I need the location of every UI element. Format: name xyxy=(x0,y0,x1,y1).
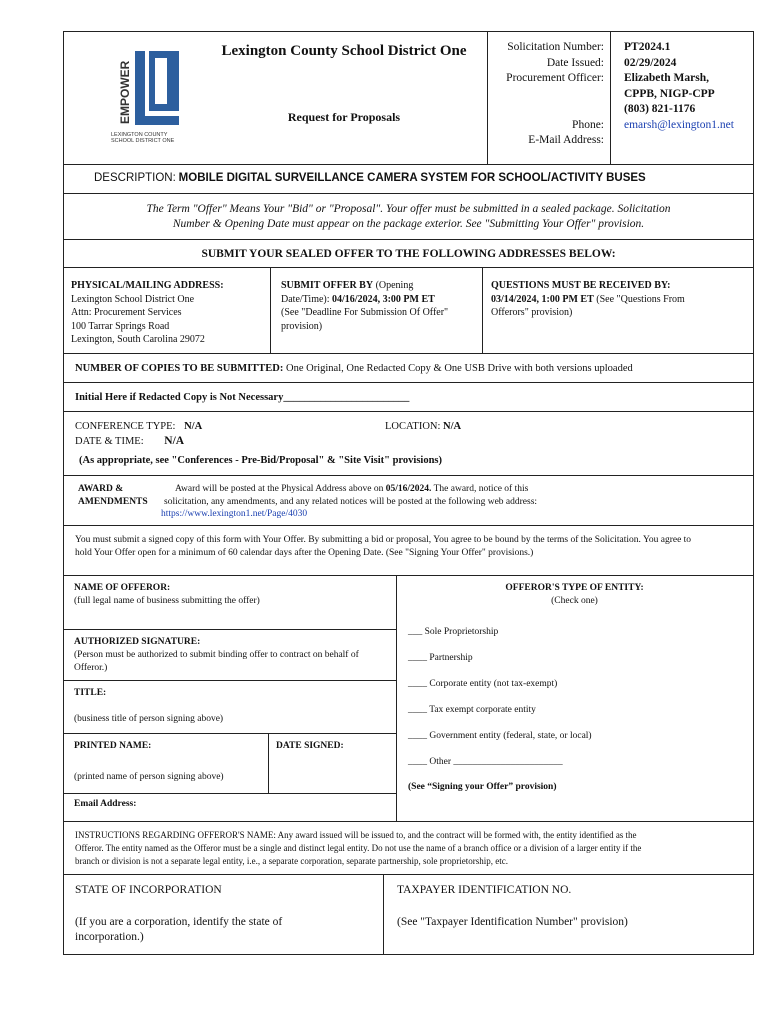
conference-type xyxy=(75,421,202,432)
offeror-name-instructions xyxy=(75,829,750,868)
submit-by-note: (See "Deadline For Submission Of Offer" xyxy=(281,307,449,318)
datetime-label: DATE & TIME: xyxy=(75,436,144,447)
mailing-heading: PHYSICAL/MAILING ADDRESS: xyxy=(71,280,224,291)
questions-note: (See "Questions From xyxy=(593,293,685,305)
entity-note: (See “Signing your Offer” provision) xyxy=(408,782,557,792)
entity-heading-label: OFFEROR'S TYPE OF ENTITY: xyxy=(505,583,644,593)
date-signed-field[interactable]: DATE SIGNED: xyxy=(276,741,344,751)
entity-option-sole[interactable]: ___ Sole Proprietorship xyxy=(408,627,499,637)
submit-by-note-2: provision) xyxy=(281,320,323,332)
description-value: MOBILE DIGITAL SURVEILLANCE CAMERA SYSTEM FOR SCHOOL/ACTIVITY BUSES xyxy=(178,172,646,184)
district-logo xyxy=(109,46,189,146)
submit-by-date-label: Date/Time): xyxy=(281,293,333,305)
district-name: Lexington County School District One xyxy=(221,43,467,59)
submit-offer-by xyxy=(281,279,481,333)
sign-note xyxy=(75,534,750,560)
phone-number: (803) 821-1176 xyxy=(624,103,696,115)
state-hint-1: (If you are a corporation, identify the state of xyxy=(75,916,283,928)
offer-note-line-2: Number & Opening Date must appear on the package exterior. See "Submitting Your Offer" provision. xyxy=(172,218,645,230)
state-of-incorporation-field[interactable] xyxy=(75,883,375,951)
award-line-1a: Award will be posted at the Physical Address above on xyxy=(175,484,386,494)
state-hint-2: incorporation.) xyxy=(75,931,144,943)
copies-value: One Original, One Redacted Copy & One USB Drive with both versions uploaded xyxy=(283,363,633,374)
conference-type-value: N/A xyxy=(184,421,203,432)
conference-type-label: CONFERENCE TYPE: xyxy=(75,421,176,432)
offeror-name-field[interactable] xyxy=(74,582,394,608)
conference-note: (As appropriate, see "Conferences - Pre-Bid/Proposal" & "Site Visit" provisions) xyxy=(79,455,442,466)
location-label: LOCATION: xyxy=(385,421,441,432)
officer-credentials: CPPB, NIGP-CPP xyxy=(624,87,715,100)
mailing-line-1: Lexington School District One xyxy=(71,293,195,305)
entity-sub: (Check one) xyxy=(551,596,598,606)
entity-option-corporate[interactable]: ____ Corporate entity (not tax-exempt) xyxy=(408,679,558,689)
doc-type: Request for Proposals xyxy=(287,110,401,124)
email-label: E-Mail Address: xyxy=(528,134,604,146)
entity-heading xyxy=(396,582,753,608)
state-label: STATE OF INCORPORATION xyxy=(75,884,222,896)
title-field[interactable] xyxy=(74,688,394,732)
award-label-1: AWARD & xyxy=(78,484,124,494)
title-label: TITLE: xyxy=(74,688,107,698)
award-url-link[interactable]: https://www.lexington1.net/Page/4030 xyxy=(161,509,308,519)
copies-row xyxy=(75,363,755,374)
officer-email-link[interactable]: emarsh@lexington1.net xyxy=(624,118,734,131)
mailing-line-3: 100 Tarrar Springs Road xyxy=(71,320,170,332)
offeror-name-hint: (full legal name of business submitting the offer) xyxy=(74,596,260,606)
questions-note-2: Offerors" provision) xyxy=(491,307,573,318)
description-row xyxy=(94,172,754,184)
svg-text:SCHOOL DISTRICT ONE: SCHOOL DISTRICT ONE xyxy=(111,138,175,144)
email-address-field[interactable]: Email Address: xyxy=(74,799,137,809)
date-issued-label: Date Issued: xyxy=(546,56,604,69)
copies-label: NUMBER OF COPIES TO BE SUBMITTED: xyxy=(75,363,284,374)
mailing-address xyxy=(71,279,267,347)
solicitation-label: Solicitation Number: xyxy=(507,41,604,53)
printed-name-hint: (printed name of person signing above) xyxy=(74,772,224,782)
header-labels xyxy=(487,40,604,149)
datetime-value: N/A xyxy=(164,435,185,447)
award-text xyxy=(161,483,751,521)
award-label xyxy=(78,483,148,508)
conference-datetime xyxy=(75,435,184,447)
submit-by-heading-tail: (Opening xyxy=(373,280,414,291)
conference-location xyxy=(385,421,461,432)
award-date: 05/16/2024. xyxy=(385,484,432,494)
printed-name-label: PRINTED NAME: xyxy=(74,741,152,751)
authorized-signature-field[interactable] xyxy=(74,636,394,675)
sign-note-line-1: You must submit a signed copy of this form with Your Offer. By submitting a bid or proposal, You agree to be bound by the terms of the Solicitation. You agree to xyxy=(75,535,692,545)
taxpayer-hint: (See "Taxpayer Identification Number" provision) xyxy=(397,916,628,928)
entity-option-tax-exempt[interactable]: ____ Tax exempt corporate entity xyxy=(408,705,536,715)
initial-here: Initial Here if Redacted Copy is Not Necessary________________________ xyxy=(75,392,410,403)
date-issued: 02/29/2024 xyxy=(624,56,677,69)
submit-by-heading: SUBMIT OFFER BY xyxy=(281,280,374,291)
solicitation-number: PT2024.1 xyxy=(624,41,671,53)
header-values xyxy=(624,40,754,133)
submit-heading: SUBMIT YOUR SEALED OFFER TO THE FOLLOWING ADDRESSES BELOW: xyxy=(201,248,616,260)
award-line-2: solicitation, any amendments, and any related notices will be posted at the following web address: xyxy=(164,496,538,507)
signature-hint-2: Offeror.) xyxy=(74,663,108,673)
title-hint: (business title of person signing above) xyxy=(74,714,224,724)
offer-note-line-1: The Term "Offer" Means Your "Bid" or "Proposal". Your offer must be submitted in a sealed package. Solicitation xyxy=(146,203,671,215)
questions-date: 03/14/2024, 1:00 PM ET xyxy=(491,293,594,305)
taxpayer-id-field[interactable] xyxy=(397,883,747,951)
entity-option-partnership[interactable]: ____ Partnership xyxy=(408,653,473,663)
location-value: N/A xyxy=(443,421,462,432)
officer-label: Procurement Officer: xyxy=(506,72,604,84)
description-label: DESCRIPTION: xyxy=(94,172,176,184)
questions-deadline xyxy=(491,279,753,320)
instructions-line-2: Offeror. The entity named as the Offeror must be a single and distinct legal entity. Do not use the name of a branch office or a division of a larger entity if the xyxy=(75,843,642,853)
form-frame xyxy=(63,31,754,955)
empower-l1-logo xyxy=(109,46,189,146)
award-line-1c: The award, notice of this xyxy=(431,484,529,494)
instructions-line-3: branch or division is not a separate legal entity, i.e., a separate corporation, separate partnership, sole proprietorship, etc. xyxy=(75,856,509,866)
svg-text:EMPOWER: EMPOWER xyxy=(118,60,132,124)
offeror-name-label: NAME OF OFFEROR: xyxy=(74,583,171,593)
entity-option-other[interactable]: ____ Other _______________________ xyxy=(408,757,563,767)
submit-by-date: 04/16/2024, 3:00 PM ET xyxy=(332,293,435,305)
signature-label: AUTHORIZED SIGNATURE: xyxy=(74,637,201,647)
entity-option-government[interactable]: ____ Government entity (federal, state, or local) xyxy=(408,731,592,741)
questions-heading: QUESTIONS MUST BE RECEIVED BY: xyxy=(491,280,671,291)
offer-note xyxy=(64,202,753,232)
officer-name: Elizabeth Marsh, xyxy=(624,72,709,84)
mailing-line-4: Lexington, South Carolina 29072 xyxy=(71,334,205,345)
phone-label: Phone: xyxy=(572,118,604,131)
instructions-line-1: INSTRUCTIONS REGARDING OFFEROR'S NAME: Any award issued will be issued to, and the contract will be formed with, the entity identified as the xyxy=(75,830,637,840)
taxpayer-label: TAXPAYER IDENTIFICATION NO. xyxy=(397,884,572,896)
award-label-2: AMENDMENTS xyxy=(78,496,148,507)
sign-note-line-2: hold Your Offer open for a minimum of 60 calendar days after the Opening Date. (See "Signing Your Offer" provisions.) xyxy=(75,548,534,558)
svg-text:LEXINGTON COUNTY: LEXINGTON COUNTY xyxy=(111,132,168,138)
mailing-line-2: Attn: Procurement Services xyxy=(71,307,182,318)
printed-name-field[interactable] xyxy=(74,741,264,791)
signature-hint-1: (Person must be authorized to submit binding offer to contract on behalf of xyxy=(74,650,359,660)
